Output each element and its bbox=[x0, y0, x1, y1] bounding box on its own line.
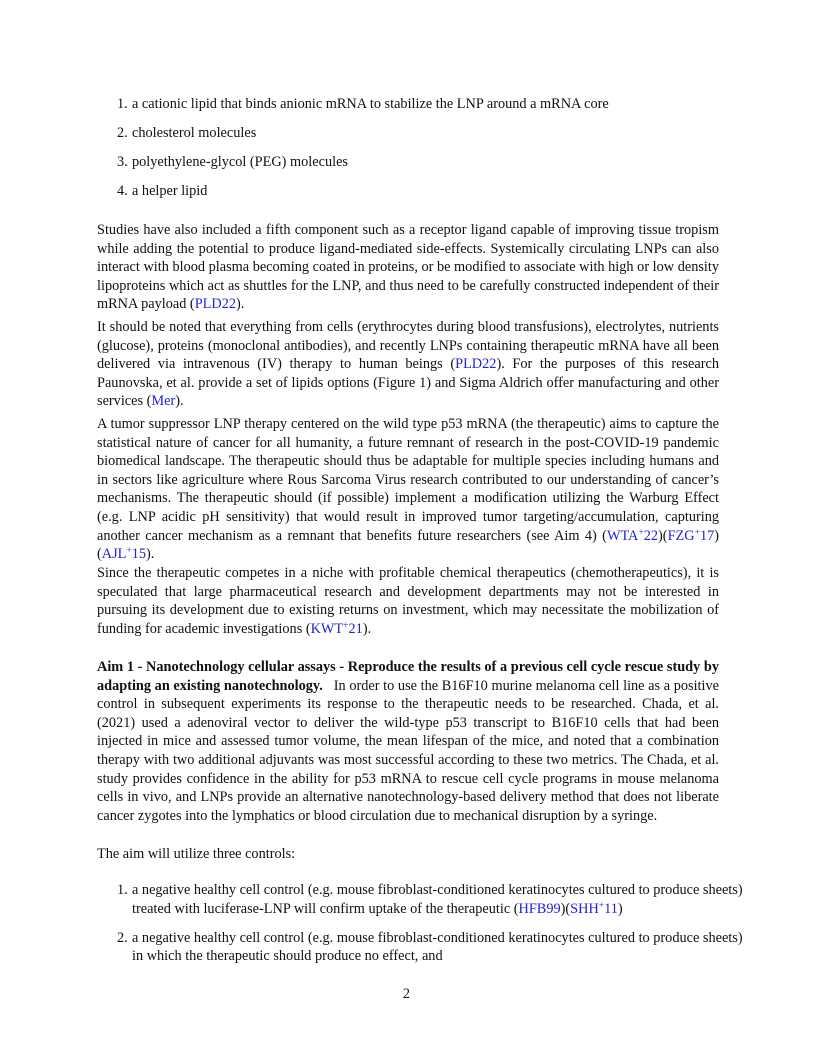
paragraph-fifth-component: Studies have also included a fifth component such as a receptor ligand capable of improving tissue tropism while adding the potential to produce ligand-mediated side-effects. Systemically circulating LNPs can also interact with blood plasma becoming coated in proteins, or be modified to associate with high or low density lipoproteins which act as shuttles for the LNP, and thus need to be carefully constructed independent of their mRNA payload (PLD22). bbox=[97, 222, 719, 313]
list-item bbox=[97, 182, 777, 201]
citation-link[interactable]: SHH+11 bbox=[570, 900, 618, 917]
aim-heading: Aim 1 - Nanotechnology cellular assays - Reproduce the results of a previous cell cycle rescue study by adapting an existing nanotechnology. bbox=[97, 659, 719, 694]
list-text: polyethylene-glycol (PEG) molecules bbox=[132, 154, 348, 171]
citation-link[interactable]: Mer bbox=[151, 393, 176, 410]
paragraph-aim-1: Aim 1 - Nanotechnology cellular assays - Reproduce the results of a previous cell cycle rescue study by adapting an existing nanotechnology. In order to use the B16F10 murine melanoma cell line as a positive control in subsequent experiments its response to the therapeutic needs to be researched. Chada, et al. (2021) used a adenoviral vector to deliver the wild-type p53 transcript to B16F10 cells that had been injected in mice and assessed tumor volume, the mean lifespan of the mice, and noted that a combination therapy with two additional adjuvants was most successful according to these two metrics. The Chada, et al. study provides confidence in the ability for p53 mRNA to rescue cell cycle programs in mouse melanoma cells in vivo, and LNPs provide an alternative nanotechnology-based delivery method that does not liberate cancer zygotes into the lymphatics or blood circulation due to mechanical disruption by a syringe. bbox=[97, 659, 719, 824]
citation-link[interactable]: PLD22 bbox=[455, 356, 497, 373]
list-item: 2. a negative healthy cell control (e.g. mouse fibroblast-conditioned keratinocytes cultured to produce sheets) in which the therapeutic should produce no effect, and bbox=[117, 929, 743, 965]
list-number: 4. bbox=[117, 183, 128, 200]
list-item bbox=[97, 95, 777, 114]
list-number: 1. bbox=[117, 882, 128, 898]
citation-link[interactable]: KWT+21 bbox=[310, 620, 363, 637]
list-number: 3. bbox=[117, 154, 128, 171]
list-number: 2. bbox=[117, 929, 128, 946]
citation-link[interactable]: AJL+15 bbox=[101, 546, 147, 563]
paragraph-controls-intro: The aim will utilize three controls: bbox=[97, 846, 296, 862]
list-text: a cationic lipid that binds anionic mRNA to stabilize the LNP around a mRNA core bbox=[132, 96, 609, 112]
list-number: 2. bbox=[117, 125, 128, 142]
list-item: 1. a negative healthy cell control (e.g. mouse fibroblast-conditioned keratinocytes cultured to produce sheets) treated with luciferase-LNP will confirm uptake of the therapeutic (HFB99)(SHH+11) bbox=[117, 882, 743, 917]
paragraph-pharma-funding: Since the therapeutic competes in a niche with profitable chemical therapeutics (chemotherapeutics), it is speculated that large pharmaceutical research and development departments may not be interested in pursuing its development due to existing returns on investment, which may necessitate the mobilization of funding for academic investigations (KWT+21). bbox=[97, 565, 719, 637]
paragraph-iv-therapy: It should be noted that everything from cells (erythrocytes during blood transfusions), electrolytes, nutrients (glucose), proteins (monoclonal antibodies), and recently LNPs containing therapeutic mRNA have all been delivered via intravenous (IV) therapy to human beings (PLD22). For the purposes of this research Paunovska, et al. provide a set of lipids options (Figure 1) and Sigma Aldrich offer manufacturing and other services (Mer). bbox=[97, 319, 719, 410]
paragraph-tumor-suppressor: A tumor suppressor LNP therapy centered on the wild type p53 mRNA (the therapeutic) aims to capture the statistical nature of cancer for all humanity, a future remnant of research in the post-COVID-19 pandemic biomedical landscape. The therapeutic should thus be adaptable for multiple species including humans and in sectors like agriculture where Rous Sarcoma Virus research contributed to our understanding of cancer’s mechanisms. The therapeutic should (if possible) implement a modification utilizing the Warburg Effect (e.g. LNP acidic pH sensitivity) that would result in improved tumor targeting/accumulation, capturing another cancer mechanism as a remnant that benefits future researchers (see Aim 4) (WTA+22)(FZG+17)(AJL+15). bbox=[97, 416, 719, 563]
controls-list bbox=[97, 881, 777, 966]
lnp-components-list bbox=[97, 95, 777, 201]
citation-link[interactable]: WTA+22 bbox=[606, 527, 659, 544]
citation-link[interactable]: FZG+17 bbox=[667, 527, 715, 544]
list-item bbox=[97, 153, 777, 172]
list-item bbox=[97, 124, 777, 143]
citation-link[interactable]: PLD22 bbox=[194, 296, 236, 313]
list-text: cholesterol molecules bbox=[132, 125, 257, 142]
list-number: 1. bbox=[117, 96, 128, 112]
citation-link[interactable]: HFB99 bbox=[518, 900, 561, 917]
page-number: 2 bbox=[402, 986, 411, 1002]
list-text: a helper lipid bbox=[132, 183, 208, 200]
